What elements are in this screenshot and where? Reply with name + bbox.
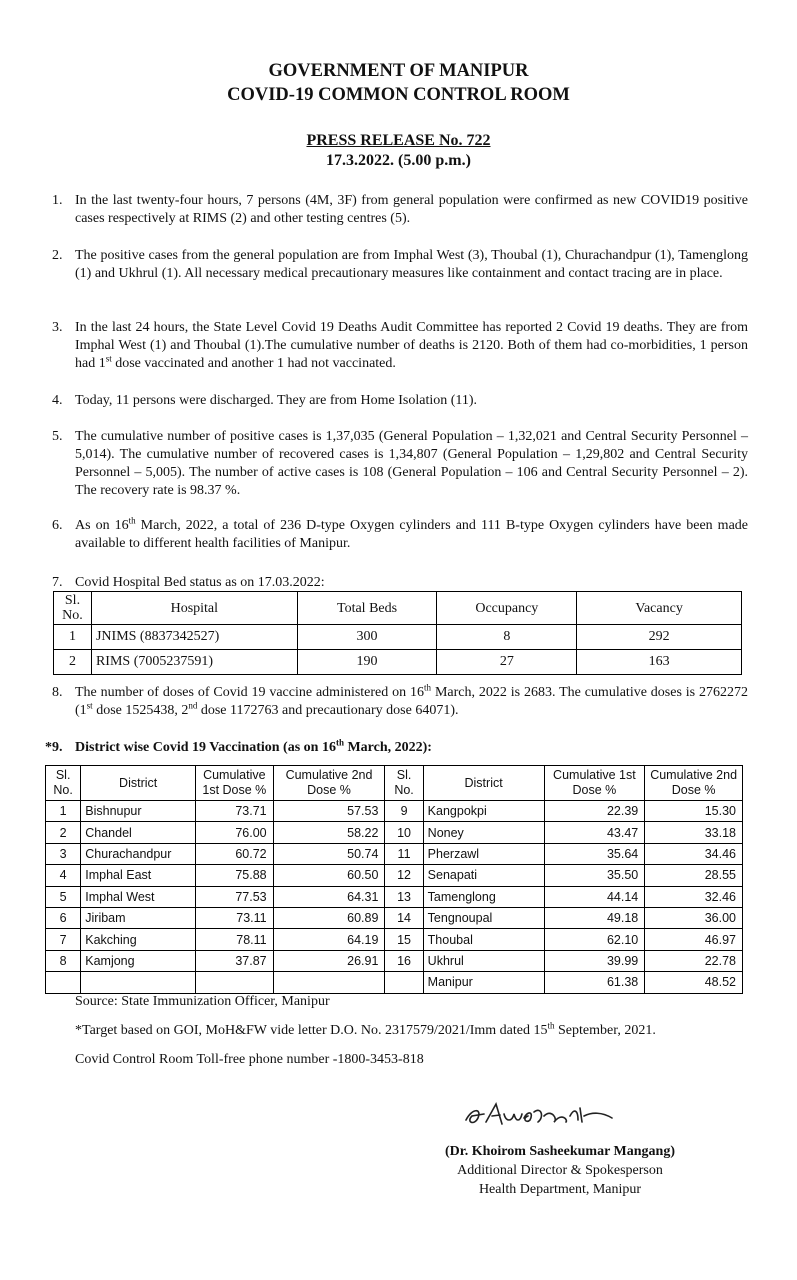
table-row (54, 650, 742, 675)
table-cell: 50.74 (273, 843, 385, 864)
table-cell: 34.46 (645, 843, 743, 864)
table-row (46, 929, 743, 950)
table-cell: 64.19 (273, 929, 385, 950)
table-cell (196, 972, 274, 993)
table-cell: 22.39 (544, 801, 645, 822)
paragraph-number: 4. (52, 393, 63, 408)
paragraph-text: The cumulative number of positive cases is 1,37,035 (General Population – 1,32,021 and Central Security Personnel – 5,014). The cumulative number of recovered cases is 1,34,807 (General Population – 1,29,802 and Central Security Personnel – 5,005). The number of active cases is 108 (General Population – 106 and Central Security Personnel – 2). The recovery rate is 98.37 %. (75, 429, 748, 498)
table-cell: 6 (46, 907, 81, 928)
column-header: District (81, 766, 196, 801)
table-cell: 37.87 (196, 950, 274, 971)
table-row (46, 801, 743, 822)
table-cell: 35.50 (544, 865, 645, 886)
table-cell: 39.99 (544, 950, 645, 971)
table-row (46, 865, 743, 886)
paragraph-text: The positive cases from the general population are from Imphal West (3), Thoubal (1), Churachandpur (1), Tamenglong (1) and Ukhrul (1). All necessary medical precautionary measures like containment and contact tracing are in place. (75, 248, 748, 281)
table-cell: 60.72 (196, 843, 274, 864)
table-cell: Jiribam (81, 907, 196, 928)
table-cell: 26.91 (273, 950, 385, 971)
table-cell: 64.31 (273, 886, 385, 907)
table-cell: 43.47 (544, 822, 645, 843)
paragraph-text: In the last twenty-four hours, 7 persons (4M, 3F) from general population were confirmed as new COVID19 positive cases respectively at RIMS (2) and other testing centres (5). (75, 193, 748, 226)
table-cell: JNIMS (8837342527) (91, 625, 297, 650)
column-header: Occupancy (437, 592, 577, 625)
paragraph-text: In the last 24 hours, the State Level Covid 19 Deaths Audit Committee has reported 2 Covid 19 deaths. They are from Imphal West (1) and Thoubal (1).The cumulative number of deaths is 2120. Both of them had co-morbidities, 1 person had 1st dose vaccinated and another 1 had not vaccinated. (75, 320, 748, 371)
column-header: Hospital (91, 592, 297, 625)
table-row (46, 886, 743, 907)
vaccination-table-body (46, 801, 743, 994)
table-cell: 57.53 (273, 801, 385, 822)
table-cell: 73.11 (196, 907, 274, 928)
paragraph-number: 3. (52, 320, 63, 335)
table-cell: 32.46 (645, 886, 743, 907)
paragraph-number: 7. (52, 575, 63, 590)
table-cell: Senapati (423, 865, 544, 886)
press-release-number-text: PRESS RELEASE No. 722 (306, 132, 491, 149)
column-header: Cumulative 2nd Dose % (273, 766, 385, 801)
table-cell: 75.88 (196, 865, 274, 886)
table-cell: Ukhrul (423, 950, 544, 971)
table-row (46, 972, 743, 993)
government-heading: GOVERNMENT OF MANIPUR (268, 61, 529, 81)
table-cell: 44.14 (544, 886, 645, 907)
table-header-row (46, 766, 743, 801)
table-cell: 5 (46, 886, 81, 907)
table-cell: 16 (385, 950, 423, 971)
table-cell (46, 972, 81, 993)
table-cell: 163 (577, 650, 742, 675)
signatory-name: (Dr. Khoirom Sasheekumar Mangang) (445, 1144, 675, 1159)
paragraph-text: Today, 11 persons were discharged. They are from Home Isolation (11). (75, 393, 478, 408)
paragraph-text: Covid Hospital Bed status as on 17.03.2022: (75, 575, 325, 590)
table-cell: Imphal West (81, 886, 196, 907)
paragraph-number: 5. (52, 429, 63, 444)
column-header: Cumulative 1st Dose % (544, 766, 645, 801)
table-cell (81, 972, 196, 993)
handwritten-signature (462, 1098, 632, 1134)
table-cell (385, 972, 423, 993)
signatory-department: Health Department, Manipur (478, 1182, 642, 1197)
table-cell: 292 (577, 625, 742, 650)
column-header: Cumulative 2nd Dose % (645, 766, 743, 801)
table-cell: 7 (46, 929, 81, 950)
table-cell: 77.53 (196, 886, 274, 907)
table-cell (273, 972, 385, 993)
table-cell: 2 (46, 822, 81, 843)
signatory-title: Additional Director & Spokesperson (457, 1163, 663, 1178)
table-cell: 60.89 (273, 907, 385, 928)
table-cell: Imphal East (81, 865, 196, 886)
column-header: Total Beds (297, 592, 437, 625)
table-cell: Kamjong (81, 950, 196, 971)
source-note: Source: State Immunization Officer, Manipur (75, 994, 330, 1009)
table-cell: 9 (385, 801, 423, 822)
paragraph-number: 2. (52, 248, 63, 263)
table-cell: 48.52 (645, 972, 743, 993)
table-cell: 3 (46, 843, 81, 864)
table-cell: 22.78 (645, 950, 743, 971)
table-row (46, 843, 743, 864)
table-cell: 14 (385, 907, 423, 928)
column-header: Vacancy (577, 592, 742, 625)
table-cell: 28.55 (645, 865, 743, 886)
table-cell: 4 (46, 865, 81, 886)
paragraph-text: As on 16th March, 2022, a total of 236 D-type Oxygen cylinders and 111 B-type Oxygen cylinders have been made available to different health facilities of Manipur. (75, 515, 748, 551)
table-cell: Pherzawl (423, 843, 544, 864)
table-cell: RIMS (7005237591) (91, 650, 297, 675)
table-cell: Chandel (81, 822, 196, 843)
table-cell: 58.22 (273, 822, 385, 843)
table-cell: Manipur (423, 972, 544, 993)
paragraph-number: 1. (52, 193, 63, 208)
district-vaccination-heading: *9. District wise Covid 19 Vaccination (as on 16th March, 2022): (45, 737, 432, 755)
release-datetime: 17.3.2022. (5.00 p.m.) (326, 152, 471, 169)
table-cell: 300 (297, 625, 437, 650)
table-cell: Thoubal (423, 929, 544, 950)
table-cell: Kakching (81, 929, 196, 950)
table-cell: Bishnupur (81, 801, 196, 822)
press-release-number (0, 132, 797, 150)
table-cell: 36.00 (645, 907, 743, 928)
control-room-heading: COVID-19 COMMON CONTROL ROOM (227, 85, 570, 105)
table-row (46, 950, 743, 971)
table-cell: 46.97 (645, 929, 743, 950)
table-cell: 1 (54, 625, 92, 650)
table-cell: 8 (46, 950, 81, 971)
hospital-bed-table (53, 591, 742, 675)
table-cell: 190 (297, 650, 437, 675)
table-row (46, 822, 743, 843)
table-cell: 1 (46, 801, 81, 822)
table-row (54, 625, 742, 650)
table-cell: Kangpokpi (423, 801, 544, 822)
table-cell: 49.18 (544, 907, 645, 928)
table-cell: 13 (385, 886, 423, 907)
paragraph-number: 6. (52, 518, 63, 533)
target-note: *Target based on GOI, MoH&FW vide letter D.O. No. 2317579/2021/Imm dated 15th September, 2021. (75, 1020, 656, 1038)
column-header: Sl. No. (385, 766, 423, 801)
table-cell: 12 (385, 865, 423, 886)
table-cell: 33.18 (645, 822, 743, 843)
table-cell: 15 (385, 929, 423, 950)
column-header: Sl. No. (46, 766, 81, 801)
table-cell: 2 (54, 650, 92, 675)
table-cell: Tamenglong (423, 886, 544, 907)
table-cell: 10 (385, 822, 423, 843)
table-cell: Churachandpur (81, 843, 196, 864)
column-header: District (423, 766, 544, 801)
table-cell: 11 (385, 843, 423, 864)
table-cell: 8 (437, 625, 577, 650)
table-cell: 61.38 (544, 972, 645, 993)
table-cell: 35.64 (544, 843, 645, 864)
paragraph-text: The number of doses of Covid 19 vaccine administered on 16th March, 2022 is 2683. The cumulative doses is 2762272 (1st dose 1525438, 2nd dose 1172763 and precautionary dose 64071). (75, 682, 749, 718)
paragraph-number: 8. (52, 685, 63, 700)
table-cell: 27 (437, 650, 577, 675)
tollfree-note: Covid Control Room Toll-free phone number -1800-3453-818 (75, 1052, 424, 1067)
table-cell: Noney (423, 822, 544, 843)
column-header: Sl. No. (54, 592, 92, 625)
table-cell: 60.50 (273, 865, 385, 886)
table-header-row (54, 592, 742, 625)
table-cell: 62.10 (544, 929, 645, 950)
table-cell: 78.11 (196, 929, 274, 950)
column-header: Cumulative 1st Dose % (196, 766, 274, 801)
table-cell: 76.00 (196, 822, 274, 843)
table-cell: Tengnoupal (423, 907, 544, 928)
table-row (46, 907, 743, 928)
table-cell: 73.71 (196, 801, 274, 822)
table-cell: 15.30 (645, 801, 743, 822)
district-vaccination-table (45, 765, 743, 994)
